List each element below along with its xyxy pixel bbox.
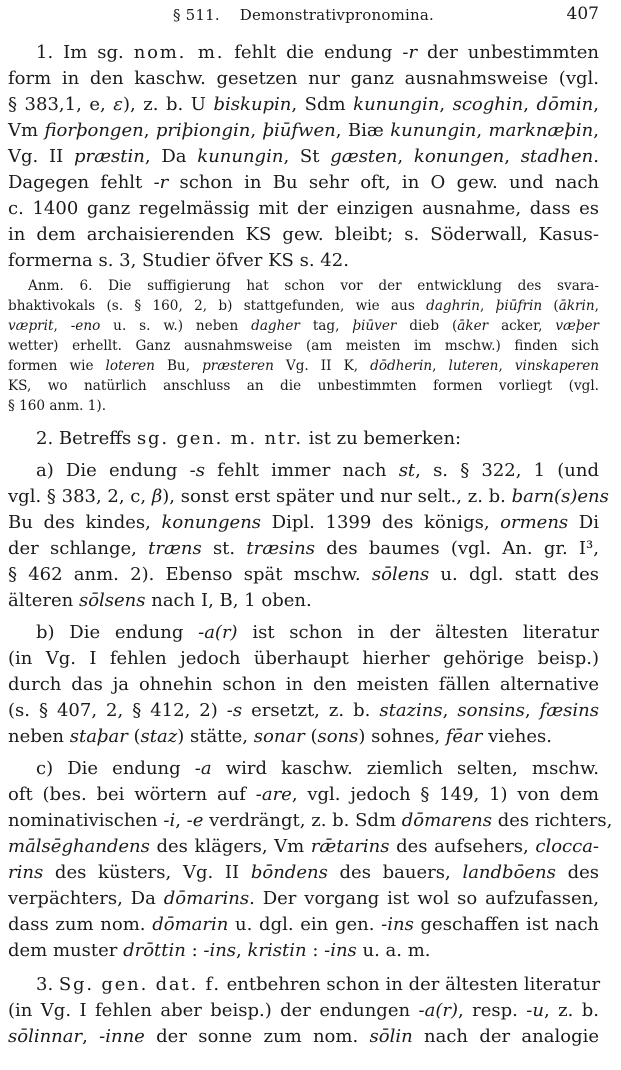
text-line	[8, 248, 599, 273]
text-run: c. 1400 ganz regelmässig mit der einzigen ausnahme, dass es	[8, 198, 599, 219]
text-run: 2. Betreffs	[36, 428, 138, 449]
text-run: ,	[250, 120, 263, 141]
chapter-title: Demonstrativpronomina.	[239, 6, 434, 24]
text-run: acker,	[488, 318, 556, 334]
text-run: dass zum nom.	[8, 914, 153, 935]
italic-form: væprit	[8, 318, 54, 334]
text-run: ,	[175, 810, 187, 831]
italic-form: -eno	[70, 318, 101, 334]
italic-form: konungens	[161, 512, 262, 533]
note-line	[8, 376, 599, 396]
text-run: Die suffigierung hat schon vor der entwicklung des svara-	[92, 278, 599, 294]
text-run: , Biæ	[335, 120, 391, 141]
text-run: , resp.	[457, 1000, 527, 1021]
text-run: :	[306, 940, 325, 961]
text-run: (	[127, 726, 141, 747]
text-line	[8, 92, 599, 117]
text-run: ,	[593, 120, 599, 141]
italic-form: fēar	[445, 726, 483, 747]
text-line	[8, 222, 599, 247]
text-run: dem muster	[8, 940, 124, 961]
italic-form: -ins	[381, 914, 414, 935]
text-line	[8, 588, 599, 613]
italic-form: dōmarin	[152, 914, 229, 935]
text-run: u. dgl. ein gen.	[228, 914, 382, 935]
italic-form: -ins	[324, 940, 357, 961]
text-run: KS, wo natürlich anschluss an die unbestimmten formen vorliegt (vgl.	[8, 378, 599, 394]
italic-form: dōmarens	[401, 810, 492, 831]
text-run: ,	[432, 358, 449, 374]
text-run: st.	[201, 538, 247, 559]
text-run: b) Die endung	[36, 622, 199, 643]
italic-form: kunungin	[390, 120, 477, 141]
text-run: entbehren schon in der ältesten literatur	[220, 974, 601, 995]
italic-form: luteren	[448, 358, 499, 374]
text-line	[8, 40, 599, 65]
text-line	[8, 756, 599, 781]
text-run: ersetzt, z. b.	[242, 700, 380, 721]
italic-form: drōttin	[123, 940, 186, 961]
text-run: ), z. b. U	[122, 94, 214, 115]
text-run: ,	[523, 94, 537, 115]
text-run: u. dgl. statt des	[429, 564, 599, 585]
text-run: des küsters, Vg. II	[43, 862, 251, 883]
text-run: ,	[53, 318, 71, 334]
italic-form: mālsēghandens	[8, 836, 150, 857]
text-run: u. s. w.) neben	[100, 318, 252, 334]
text-run: oft (bes. bei wörtern auf	[8, 784, 256, 805]
italic-form: -r	[153, 172, 169, 193]
italic-form: daghrin	[426, 298, 480, 314]
italic-form: -r	[402, 42, 418, 63]
text-run: bhaktivokals (s. § 160, 2, b) stattgefunden, wie aus	[8, 298, 427, 314]
text-run: 1. Im sg.	[36, 42, 134, 63]
italic-form: -a	[194, 758, 212, 779]
text-run: älteren	[8, 590, 79, 611]
note-line	[8, 296, 599, 316]
text-run: neben	[8, 726, 70, 747]
italic-form: kunungin	[353, 94, 440, 115]
italic-form: dōmarins	[163, 888, 250, 909]
text-run: des klägers, Vm	[149, 836, 311, 857]
italic-form: loteren	[105, 358, 155, 374]
text-run: verpächters, Da	[8, 888, 164, 909]
italic-form: -a(r)	[198, 622, 238, 643]
italic-form: -u	[526, 1000, 544, 1021]
text-run: § 383,1, e,	[8, 94, 114, 115]
text-run: des bauers,	[327, 862, 463, 883]
text-run: ,	[439, 94, 453, 115]
text-run: vgl. § 383, 2, c,	[8, 486, 152, 507]
text-run: ) sohnes,	[358, 726, 446, 747]
italic-form: -i	[163, 810, 176, 831]
text-run: ,	[442, 700, 458, 721]
italic-form: præstin	[74, 146, 145, 167]
italic-form: marknæþin	[488, 120, 594, 141]
text-run: fehlt die endung	[224, 42, 403, 63]
italic-form: fiorþongen	[44, 120, 144, 141]
header-title-line	[8, 6, 599, 24]
running-header	[8, 4, 599, 28]
text-run: viehes.	[482, 726, 552, 747]
italic-form: kristin	[247, 940, 307, 961]
text-run: durch das ja ohnehin schon in den meisten fällen alternative	[8, 674, 599, 695]
section-number: § 511.	[173, 6, 220, 24]
italic-form: sonar	[253, 726, 305, 747]
italic-form: þiūfwen	[262, 120, 336, 141]
text-run: Anm. 6.	[28, 278, 93, 294]
text-run: ist schon in der ältesten literatur	[237, 622, 599, 643]
text-run: tag,	[299, 318, 353, 334]
italic-form: st	[398, 460, 416, 481]
italic-form: barn(s)ens	[511, 486, 609, 507]
text-run: Dagegen fehlt	[8, 172, 154, 193]
text-line	[8, 912, 599, 937]
text-line	[8, 510, 599, 535]
text-run: a) Die endung	[36, 460, 190, 481]
note-line	[8, 356, 599, 376]
text-run: verdrängt, z. b. Sdm	[203, 810, 402, 831]
italic-form: fæsins	[539, 700, 599, 721]
text-run: schon in Bu sehr oft, in O gew. und nach	[168, 172, 600, 193]
italic-form: scoghin	[452, 94, 524, 115]
italic-form: ākrin	[558, 298, 595, 314]
text-run: ,	[143, 120, 156, 141]
italic-form: āker	[457, 318, 489, 334]
text-run: ,	[82, 1026, 100, 1047]
italic-form: stadhen	[520, 146, 594, 167]
text-run: wetter) erhellt. Ganz ausnahmsweise (am meisten im mschw.) finden sich	[8, 338, 599, 354]
italic-form: þiūfrin	[495, 298, 543, 314]
text-line	[8, 782, 599, 807]
text-run: nach I, B, 1 oben.	[145, 590, 312, 611]
italic-form: rins	[8, 862, 44, 883]
note-line	[8, 316, 599, 336]
italic-form: træns	[148, 538, 202, 559]
italic-form: ε	[113, 94, 123, 115]
italic-form: -s	[189, 460, 205, 481]
italic-form: sons	[317, 726, 359, 747]
text-run: c) Die endung	[36, 758, 195, 779]
italic-form: biskupin	[213, 94, 292, 115]
spaced-term: nom. m.	[133, 42, 225, 63]
text-line	[8, 724, 599, 749]
text-run: , Da	[144, 146, 198, 167]
text-run: (	[304, 726, 318, 747]
page-number: 407	[566, 4, 599, 24]
text-line	[8, 1024, 599, 1049]
text-run: dieb (	[396, 318, 458, 334]
text-run: , s. § 322, 1 (und	[415, 460, 599, 481]
text-run: form in den kaschw. gesetzen nur ganz ausnahmsweise (vgl.	[8, 68, 599, 89]
note-line	[8, 276, 599, 296]
text-run: geschaffen ist nach	[413, 914, 600, 935]
text-run: § 160 anm. 1).	[8, 398, 107, 414]
text-run: der unbestimmten	[417, 42, 599, 63]
text-line	[8, 144, 599, 169]
spaced-term: Sg. gen. dat. f.	[58, 974, 221, 995]
italic-form: sōlsens	[78, 590, 146, 611]
text-line	[8, 484, 609, 509]
text-line	[8, 834, 599, 859]
text-run: fehlt immer nach	[204, 460, 399, 481]
text-run: wird kaschw. ziemlich selten, mschw.	[211, 758, 599, 779]
italic-form: clocca-	[535, 836, 600, 857]
text-line	[8, 118, 599, 143]
italic-form: dagher	[251, 318, 300, 334]
text-run: ,	[498, 358, 515, 374]
text-run: ,	[594, 298, 599, 314]
text-run: Di	[568, 512, 599, 533]
text-line	[8, 66, 599, 91]
italic-form: -ins	[203, 940, 237, 961]
text-run: ,	[593, 94, 600, 115]
italic-form: bōndens	[250, 862, 328, 883]
italic-form: gæsten	[330, 146, 398, 167]
text-run: ,	[524, 700, 540, 721]
text-run: ) stätte,	[177, 726, 254, 747]
text-run: der schlange,	[8, 538, 149, 559]
italic-form: -s	[226, 700, 243, 721]
text-line	[8, 562, 599, 587]
italic-form: sōlinnar	[8, 1026, 83, 1047]
text-line	[8, 426, 599, 451]
italic-form: ormens	[500, 512, 569, 533]
text-run: des baumes (vgl. An. gr. I³,	[314, 538, 599, 559]
text-line	[8, 672, 599, 697]
text-line	[8, 972, 599, 997]
text-run: , z. b.	[543, 1000, 599, 1021]
text-run: Vg. II	[8, 146, 74, 167]
note-line	[8, 336, 599, 356]
text-run: der sonne zum nom.	[144, 1026, 370, 1047]
text-run: (s. § 407, 2, § 412, 2)	[8, 700, 227, 721]
italic-form: -are	[255, 784, 292, 805]
text-run: Bu des kindes,	[8, 512, 162, 533]
text-run: des	[555, 862, 600, 883]
text-line	[8, 646, 599, 671]
text-line	[8, 620, 599, 645]
italic-form: staþar	[69, 726, 128, 747]
text-line	[8, 458, 599, 483]
text-run: ), sonst erst später und nur selt., z. b.	[162, 486, 512, 507]
text-run: 3.	[36, 974, 59, 995]
text-run: Dipl. 1399 des königs,	[261, 512, 501, 533]
text-run: des aufsehers,	[389, 836, 536, 857]
text-run: (	[542, 298, 559, 314]
text-run: .	[593, 146, 599, 167]
text-line	[8, 698, 599, 723]
italic-form: -a(r)	[418, 1000, 458, 1021]
text-run: , St	[283, 146, 331, 167]
text-run: (in Vg. I fehlen jedoch überhaupt hierher gehörige beisp.)	[8, 648, 599, 669]
text-line	[8, 170, 599, 195]
text-line	[8, 196, 599, 221]
text-run: ,	[476, 120, 489, 141]
text-run: ,	[480, 298, 496, 314]
italic-form: væþer	[555, 318, 600, 334]
italic-form: rǣtarins	[310, 836, 390, 857]
text-run: ,	[397, 146, 414, 167]
italic-form: dōmin	[536, 94, 594, 115]
italic-form: stazins	[379, 700, 443, 721]
text-line	[8, 938, 599, 963]
italic-form: β	[151, 486, 163, 507]
italic-form: vinskaperen	[514, 358, 599, 374]
note-line	[8, 396, 599, 416]
text-run: formerna s. 3, Studier öfver KS s. 42.	[8, 250, 349, 271]
italic-form: præsteren	[202, 358, 274, 374]
italic-form: konungen	[413, 146, 505, 167]
italic-form: sōlin	[369, 1026, 413, 1047]
italic-form: landbōens	[462, 862, 556, 883]
text-run: des richters,	[492, 810, 613, 831]
italic-form: þiūver	[352, 318, 397, 334]
text-run: u. a. m.	[356, 940, 431, 961]
italic-form: sonsins	[457, 700, 525, 721]
text-line	[8, 536, 599, 561]
text-run: Vg. II K,	[273, 358, 371, 374]
italic-form: -e	[186, 810, 204, 831]
text-run: in dem archaisierenden KS gew. bleibt; s. Söderwall, Kasus-	[8, 224, 599, 245]
italic-form: priþiongin	[155, 120, 251, 141]
text-run: :	[185, 940, 204, 961]
text-line	[8, 886, 599, 911]
text-run: ,	[236, 940, 248, 961]
spaced-term: sg. gen. m. ntr.	[137, 428, 303, 449]
text-run: (in Vg. I fehlen aber beisp.) der endungen	[8, 1000, 419, 1021]
text-line	[8, 998, 599, 1023]
italic-form: dōdherin	[370, 358, 433, 374]
text-run: . Der vorgang ist wol so aufzufassen,	[249, 888, 599, 909]
italic-form: kunungin	[197, 146, 284, 167]
text-run: nach der analogie	[412, 1026, 599, 1047]
text-run: , Sdm	[291, 94, 354, 115]
text-run: Vm	[8, 120, 45, 141]
text-line	[8, 808, 613, 833]
italic-form: træsins	[246, 538, 315, 559]
italic-form: sōlens	[371, 564, 430, 585]
text-run: ,	[504, 146, 521, 167]
text-line	[8, 860, 599, 885]
text-run: Bu,	[154, 358, 203, 374]
text-run: , vgl. jedoch § 149, 1) von dem	[291, 784, 599, 805]
italic-form: staz	[140, 726, 178, 747]
italic-form: -inne	[99, 1026, 145, 1047]
text-run: nominativischen	[8, 810, 164, 831]
text-run: formen wie	[8, 358, 106, 374]
text-run: § 462 anm. 2). Ebenso spät mschw.	[8, 564, 372, 585]
text-run: ist zu bemerken:	[302, 428, 462, 449]
